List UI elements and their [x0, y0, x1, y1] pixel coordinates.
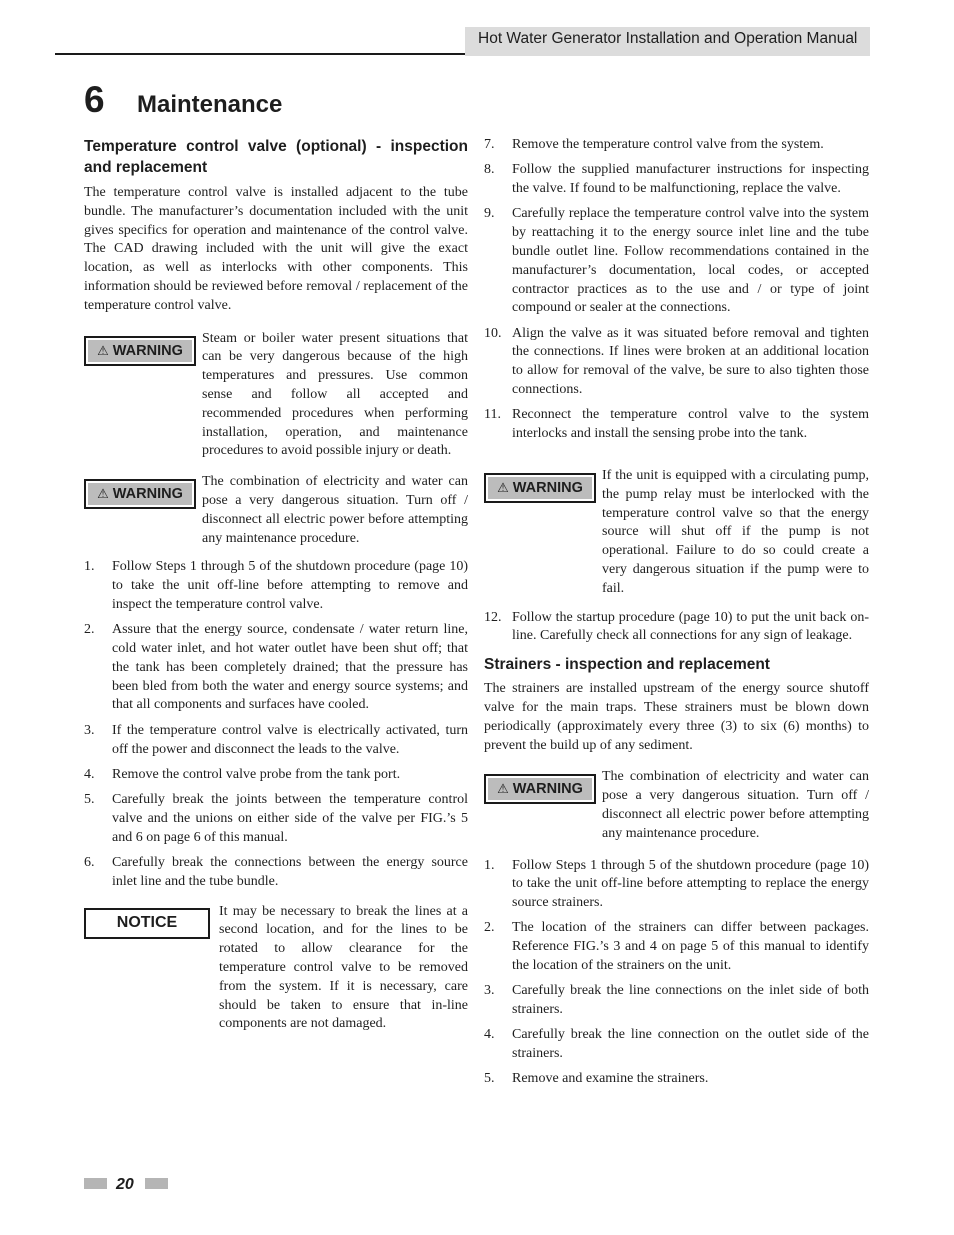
list-item: 3. If the temperature control valve is electrically activated, turn off the power and disconnect the leads to the valve.	[84, 722, 468, 757]
list-item: 11. Reconnect the temperature control valve to the system interlocks and install the sensing probe into the tank.	[484, 407, 869, 442]
page-number: 20	[116, 1176, 134, 1193]
steps-list-b	[484, 136, 869, 444]
list-item: 1. Follow Steps 1 through 5 of the shutdown procedure (page 10) to take the unit off-line before attempting to remove and inspect the temperature control valve.	[84, 559, 468, 612]
list-item: 3. Carefully break the line connections on the inlet side of both strainers.	[484, 983, 869, 1018]
warning-triangle-icon: ⚠	[497, 781, 509, 797]
warning-callout-strainers	[484, 771, 869, 843]
warning-callout-pump	[484, 467, 869, 599]
list-item: 10. Align the valve as it was situated before removal and tighten the connections. If lines were broken at an additional location to allow for removal of the valve, be sure to also tighten those connections.	[484, 325, 869, 398]
warning-text: If the unit is equipped with a circulating pump, the pump relay must be interlocked with the temperature control valve so that the energy source will shut off if the pump is not operational. Failure to do so could create a very dangerous situation if the pump were to fail.	[602, 467, 869, 596]
steps-list-strainers	[484, 857, 869, 1090]
list-item: 4. Remove the control valve probe from the tank port.	[84, 766, 401, 782]
list-item: 12. Follow the startup procedure (page 10) to put the unit back on-line. Carefully check all connections for any sign of leakage.	[484, 609, 869, 644]
list-item: 1. Follow Steps 1 through 5 of the shutdown procedure (page 10) to take the unit off-line before attempting to replace the energy source strainers.	[484, 857, 869, 911]
warning-text: The combination of electricity and water can pose a very dangerous situation. Turn off / disconnect all electric power before attempting any maintenance procedure.	[602, 769, 869, 841]
list-item: 9. Carefully replace the temperature control valve into the system by reattaching it to the energy source inlet line and the tube bundle outlet line. Follow recommendations contained in the manufacturer’s documentation, local codes, or accepted contractor practices as to the use and / or type of joint compound or sealer at the connections.	[484, 206, 869, 316]
right-column	[484, 136, 869, 1096]
notice-badge: NOTICE	[84, 908, 210, 939]
warning-text: Steam or boiler water present situations that can be very dangerous because of the high temperatures and pressures. Use common sense and follow all accepted and recommended procedures when performing installation, operation, and maintenance procedures to avoid possible injury or death.	[202, 330, 468, 459]
warning-badge: ⚠ WARNING	[484, 774, 596, 804]
notice-text: It may be necessary to break the lines at a second location, and for the lines to be rotated to allow clearance for the temperature control valve to be removed from the system. If it is necessary, care should be taken to ensure that in-line components are not damaged.	[219, 903, 468, 1032]
left-column	[84, 136, 468, 1034]
list-item: 6. Carefully break the connections between the energy source inlet line and the tube bundle.	[84, 855, 468, 889]
section-intro-strainers: The strainers are installed upstream of the energy source shutoff valve for the main traps. These strainers must be blown down periodically (approximately every three (3) to six (6) months) to prevent the build up of any sediment.	[484, 681, 869, 753]
warning-badge: ⚠ WARNING	[484, 473, 596, 503]
section-intro-valve: The temperature control valve is installed adjacent to the tube bundle. The manufacturer’s documentation included with the unit gives specifics for operation and maintenance of the control valve. The CAD drawing included with the unit will give the exact location, as well as interlocks with other components. This information should be reviewed before removal / replacement of the temperature control valve.	[84, 185, 468, 313]
list-item: 2. The location of the strainers can differ between packages. Reference FIG.’s 3 and 4 on page 5 of this manual to identify the location of the strainers on the unit.	[484, 920, 869, 973]
steps-list-a	[84, 558, 468, 891]
list-item: 8. Follow the supplied manufacturer instructions for inspecting the valve. If found to be malfunctioning, replace the valve.	[484, 162, 869, 197]
warning-text: The combination of electricity and water can pose a very dangerous situation. Turn off / disconnect all electric power before attempting any maintenance procedure.	[202, 474, 468, 546]
section-heading-strainers: Strainers - inspection and replacement	[484, 656, 770, 674]
steps-list-c	[484, 609, 869, 647]
list-item: 5. Carefully break the joints between the temperature control valve and the unions on either side of the valve per FIG.’s 5 and 6 on page 6 of this manual.	[84, 792, 468, 845]
warning-triangle-icon: ⚠	[97, 486, 109, 502]
list-item: 5. Remove and examine the strainers.	[484, 1071, 709, 1087]
header-rule	[55, 53, 467, 55]
list-item: 7. Remove the temperature control valve from the system.	[484, 137, 824, 152]
chapter-title: Maintenance	[137, 91, 283, 118]
manual-title: Hot Water Generator Installation and Operation Manual	[465, 27, 870, 56]
warning-callout-electric	[84, 476, 468, 548]
warning-triangle-icon: ⚠	[497, 479, 509, 495]
list-item: 4. Carefully break the line connection on the outlet side of the strainers.	[484, 1027, 869, 1062]
list-item: 2. Assure that the energy source, condensate / water return line, cold water inlet, and hot water outlet have been shut off; that the tank has been completely drained; that the pressure has been bled from both the water and energy source systems; and that all components and surfaces have cooled.	[84, 622, 468, 713]
warning-callout-steam	[84, 330, 468, 462]
notice-callout	[84, 903, 468, 1035]
footer-bar-right	[145, 1178, 168, 1189]
warning-triangle-icon: ⚠	[97, 342, 109, 358]
footer-bar-left	[84, 1178, 107, 1189]
warning-badge: ⚠ WARNING	[84, 336, 196, 366]
section-heading-valve: Temperature control valve (optional) - inspection and replacement	[84, 138, 468, 176]
chapter-number: 6	[84, 79, 105, 120]
warning-badge: ⚠ WARNING	[84, 479, 196, 509]
